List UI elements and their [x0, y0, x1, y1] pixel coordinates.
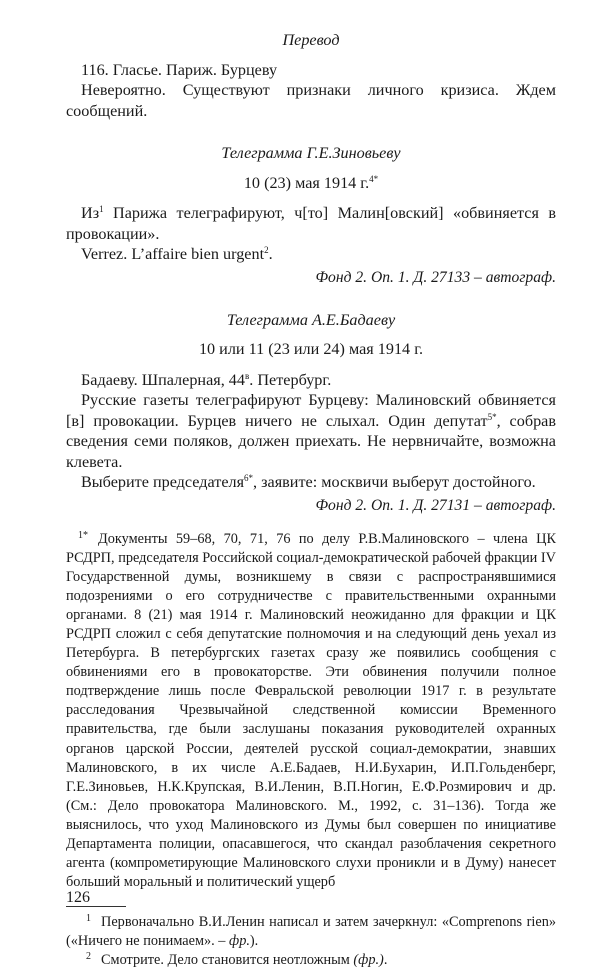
endnote-mark: 1* — [78, 529, 88, 541]
badaev-telegram-heading: Телеграмма А.Е.Бадаеву — [226, 310, 396, 329]
date-note-ref[interactable]: 4* — [369, 173, 379, 184]
telegram-116-body: Невероятно. Существуют признаки личного кризиса. Ждем сообщений. — [66, 81, 556, 120]
telegram-116-address: 116. Гласье. Париж. Бурцеву — [81, 60, 278, 79]
footnote-ref-1[interactable]: 1 — [99, 204, 104, 214]
zinoviev-telegram-heading: Телеграмма Г.Е.Зиновьеву — [221, 144, 401, 162]
footnote-2: $^2$ Смотрите. Дело становится неотложным (фр.). — [86, 951, 388, 969]
zinoviev-telegram-date: 10 (23) мая 1914 г.$^{4*}$ — [243, 173, 379, 192]
footnote-1: $^1$ Первоначально В.И.Ленин написал и затем зачеркнул: «Comprenons rien» («Ничего не понимаем». – фр.). — [66, 913, 556, 950]
badaev-telegram-instruction: Выберите председателя$^{6*}$, заявите: москвичи выберут достойного. — [81, 473, 536, 491]
badaev-telegram-address: Бадаеву. Шпалерная, $44^в$. Петербург. — [81, 370, 332, 389]
note-ref-5[interactable]: 5* — [487, 411, 497, 422]
badaev-telegram-text: Русские газеты телеграфируют Бурцеву: Малиновский обвиняется [в] провокации. Бурцев ничего не слыхал. Один депутат$^{5*}$, собрав сведения семи поляков, должен приехать. Не нервничайте, возможна клевета. — [66, 391, 556, 471]
badaev-archive-reference: Фонд 2. Оп. 1. Д. 27131 – автограф. — [315, 496, 556, 514]
page-number: 126 — [66, 889, 90, 906]
translation-label: Перевод — [282, 31, 340, 49]
footnote-ref-2[interactable]: 2 — [264, 245, 269, 255]
badaev-telegram-date: 10 или 11 (23 или 24) мая 1914 г. — [198, 340, 424, 358]
document-page — [66, 30, 556, 970]
endnote-text: Документы 59–68, 70, 71, 76 по делу Р.В.Малиновского – члена ЦК РСДРП, председателя Российской социал-демократической рабочей фракции IV Государственной думы, возникшему в связи с распространявшимися подозрениями о его сотрудничестве с правительственными охранными органами. 8 (21) мая 1914 г. Малиновский неожиданно для фракции и ЦК РСДРП сложил с себя депутатские полномочия и на следующий день уехал из Петербурга. В петербургских газетах сразу же появились сообщения с обвинениями его в провокаторстве. Эти обвинения получили полное подтверждение лишь после Февральской революции 1917 г. в результате расследования Чрезвычайной следственной комиссии Временного правительства, где были заслушаны показания руководителей охранных органов царской России, деятелей русской социал-демократии, знавших Малиновского, в их числе А.Е.Бадаев, Н.И.Бухарин, И.П.Гольденберг, Г.Е.Зиновьев, Н.К.Крупская, В.И.Ленин, В.П.Ногин, Е.Ф.Розмирович и др. (См.: Дело провокатора Малиновского. М., 1992, с. 31–136). Тогда же выяснилось, что уход Малиновского из Думы был совершен по инициативе Департамента полиции, опасавшегося, что скандал разоблачения секретного агента (компрометирующие Малиновского слухи проникли и в Думу) нанесет больший моральный и политический ущерб — [66, 530, 556, 891]
address-note-ref[interactable]: в — [245, 370, 250, 381]
zinoviev-telegram-french: Verrez. L’affaire bien urgent$^2$. — [81, 245, 273, 263]
endnote-1 — [66, 530, 556, 893]
zinoviev-archive-reference: Фонд 2. Оп. 1. Д. 27133 – автограф. — [315, 268, 556, 286]
note-ref-6[interactable]: 6* — [244, 473, 254, 483]
zinoviev-telegram-text: $Из^1$ Парижа телеграфируют, ч[то] Малин[овский] «обвиняется в провокации». — [66, 204, 556, 243]
